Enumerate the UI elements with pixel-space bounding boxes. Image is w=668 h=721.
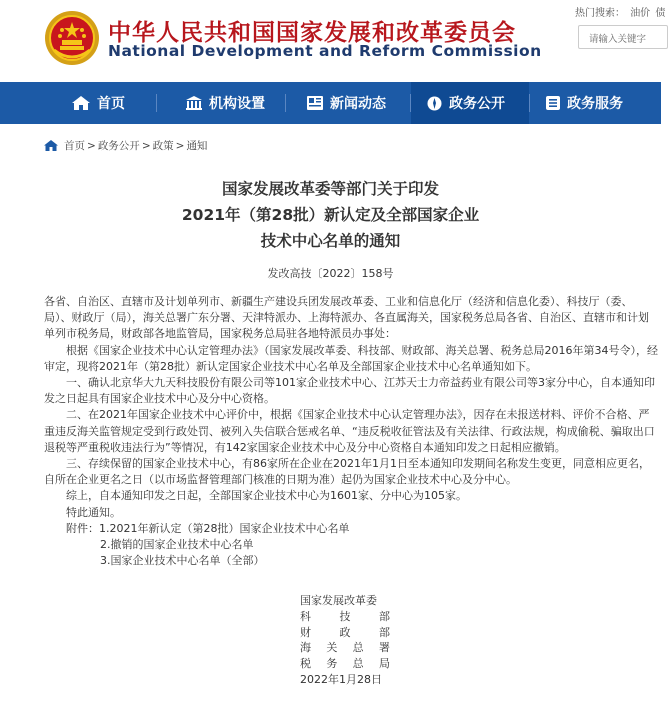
breadcrumb-link-open[interactable]: 政务公开 <box>97 140 140 152</box>
signature-block <box>300 593 390 688</box>
nav-item-organization[interactable] <box>186 82 265 124</box>
attachment-link[interactable]: 附件：1.2021年新认定（第28批）国家企业技术中心名单 <box>66 521 350 535</box>
document-number: 发改高技〔2022〕158号 <box>267 267 394 280</box>
nav-item-news[interactable] <box>307 82 386 124</box>
article-paragraph: 特此通知。 <box>66 505 121 519</box>
breadcrumb-separator: > <box>87 139 96 152</box>
search-input[interactable]: 请输入关键字 <box>578 25 668 49</box>
home-icon <box>44 140 58 151</box>
hot-search <box>575 4 667 19</box>
nav-divider <box>529 94 530 112</box>
signatory: 海关总署 <box>300 641 390 655</box>
article-paragraph: 根据《国家企业技术中心认定管理办法》（国家发展改革委、科技部、财政部、海关总署、税务总局2016年第34号令），经审定，现将2021年（第28批）新认定国家企业技术中心名单及全部国家企业技术中心名单通知如下。 <box>44 343 658 373</box>
breadcrumb-link-policy[interactable]: 政策 <box>152 140 174 152</box>
article-title-line: 技术中心名单的通知 <box>260 232 401 250</box>
attachment-link[interactable]: 2.撤销的国家企业技术中心名单 <box>100 538 254 552</box>
article-title-line: 国家发展改革委等部门关于印发 <box>221 180 439 198</box>
signatory: 科技部 <box>300 609 390 623</box>
nav-label: 政务公开 <box>449 96 505 112</box>
article-paragraph: 各省、自治区、直辖市及计划单列市、新疆生产建设兵团发展改革委、工业和信息化厅（经济和信息化委）、科技厅（委、局）、财政厅（局），海关总署广东分署、天津特派办、上海特派办、各直属海关，国家税务总局各省、自治区、直辖市和计划单列市税务局，财政部各地监管局，国家税务总局驻各地特派员办事处： <box>44 295 649 341</box>
site-header <box>0 0 666 82</box>
signatory: 税务总局 <box>300 657 390 671</box>
building-icon <box>186 96 202 110</box>
attachment-link[interactable]: 3.国家企业技术中心名单（全部） <box>100 554 265 568</box>
issue-date: 2022年1月28日 <box>300 672 382 686</box>
hot-search-label: 热门搜索： <box>575 8 625 19</box>
nav-item-home[interactable] <box>72 82 125 124</box>
breadcrumb <box>44 138 207 153</box>
home-icon <box>72 96 90 110</box>
signatory: 财政部 <box>300 625 390 639</box>
nav-divider <box>156 94 157 112</box>
nav-divider <box>285 94 286 112</box>
site-name: 中华人民共和国国家发展和改革委员会 <box>108 20 516 46</box>
nav-label: 首页 <box>97 96 125 112</box>
nav-label: 新闻动态 <box>330 96 386 112</box>
breadcrumb-current[interactable]: 通知 <box>186 140 208 152</box>
article-paragraph: 综上，自本通知印发之日起，全部国家企业技术中心为1601家、分中心为105家。 <box>66 489 467 503</box>
breadcrumb-link-home[interactable]: 首页 <box>64 140 85 152</box>
article-paragraph: 二、在2021年国家企业技术中心评价中，根据《国家企业技术中心认定管理办法》，因存在未报送材料、评价不合格、严重违反海关监管规定受到行政处罚、被列入失信联合惩戒名单、“违反税收征管法及有关法律、行政法规，构成偷税、骗取出口退税等严重税收违法行为”等情况，有142家国家企业技术中心及分中心资格自本通知印发之日起相应撤销。 <box>44 408 655 454</box>
breadcrumb-separator: > <box>141 139 151 152</box>
nav-label: 机构设置 <box>209 96 265 112</box>
site-name-en: National Development and Reform Commission <box>108 42 542 60</box>
article-paragraph: 三、存续保留的国家企业技术中心，有86家所在企业在2021年1月1日至本通知印发期间名称发生变更，同意相应更名，自所在企业更名之日（以市场监督管理部门核准的日期为准）起仍为国家企业技术中心及分中心。 <box>44 457 650 487</box>
breadcrumb-separator: > <box>175 139 185 152</box>
nav-item-government-affairs[interactable] <box>411 82 529 124</box>
hot-search-link[interactable]: 油价 <box>630 8 651 19</box>
nav-item-services[interactable] <box>546 82 623 124</box>
service-icon <box>546 96 560 110</box>
open-icon <box>427 96 442 111</box>
hot-search-link[interactable]: 债 <box>655 8 666 19</box>
news-icon <box>307 96 323 110</box>
signatory: 国家发展改革委 <box>300 594 377 607</box>
main-nav <box>0 82 661 124</box>
article-paragraph: 一、确认北京华大九天科技股份有限公司等101家企业技术中心、江苏天士力帝益药业有限公司等3家分中心，自本通知印发之日起具有国家企业技术中心及分中心资格。 <box>44 376 655 406</box>
nav-label: 政务服务 <box>567 96 623 112</box>
article-body <box>44 294 658 569</box>
national-emblem-icon[interactable] <box>44 10 100 66</box>
article-title-line: 2021年（第28批）新认定及全部国家企业 <box>181 206 480 224</box>
